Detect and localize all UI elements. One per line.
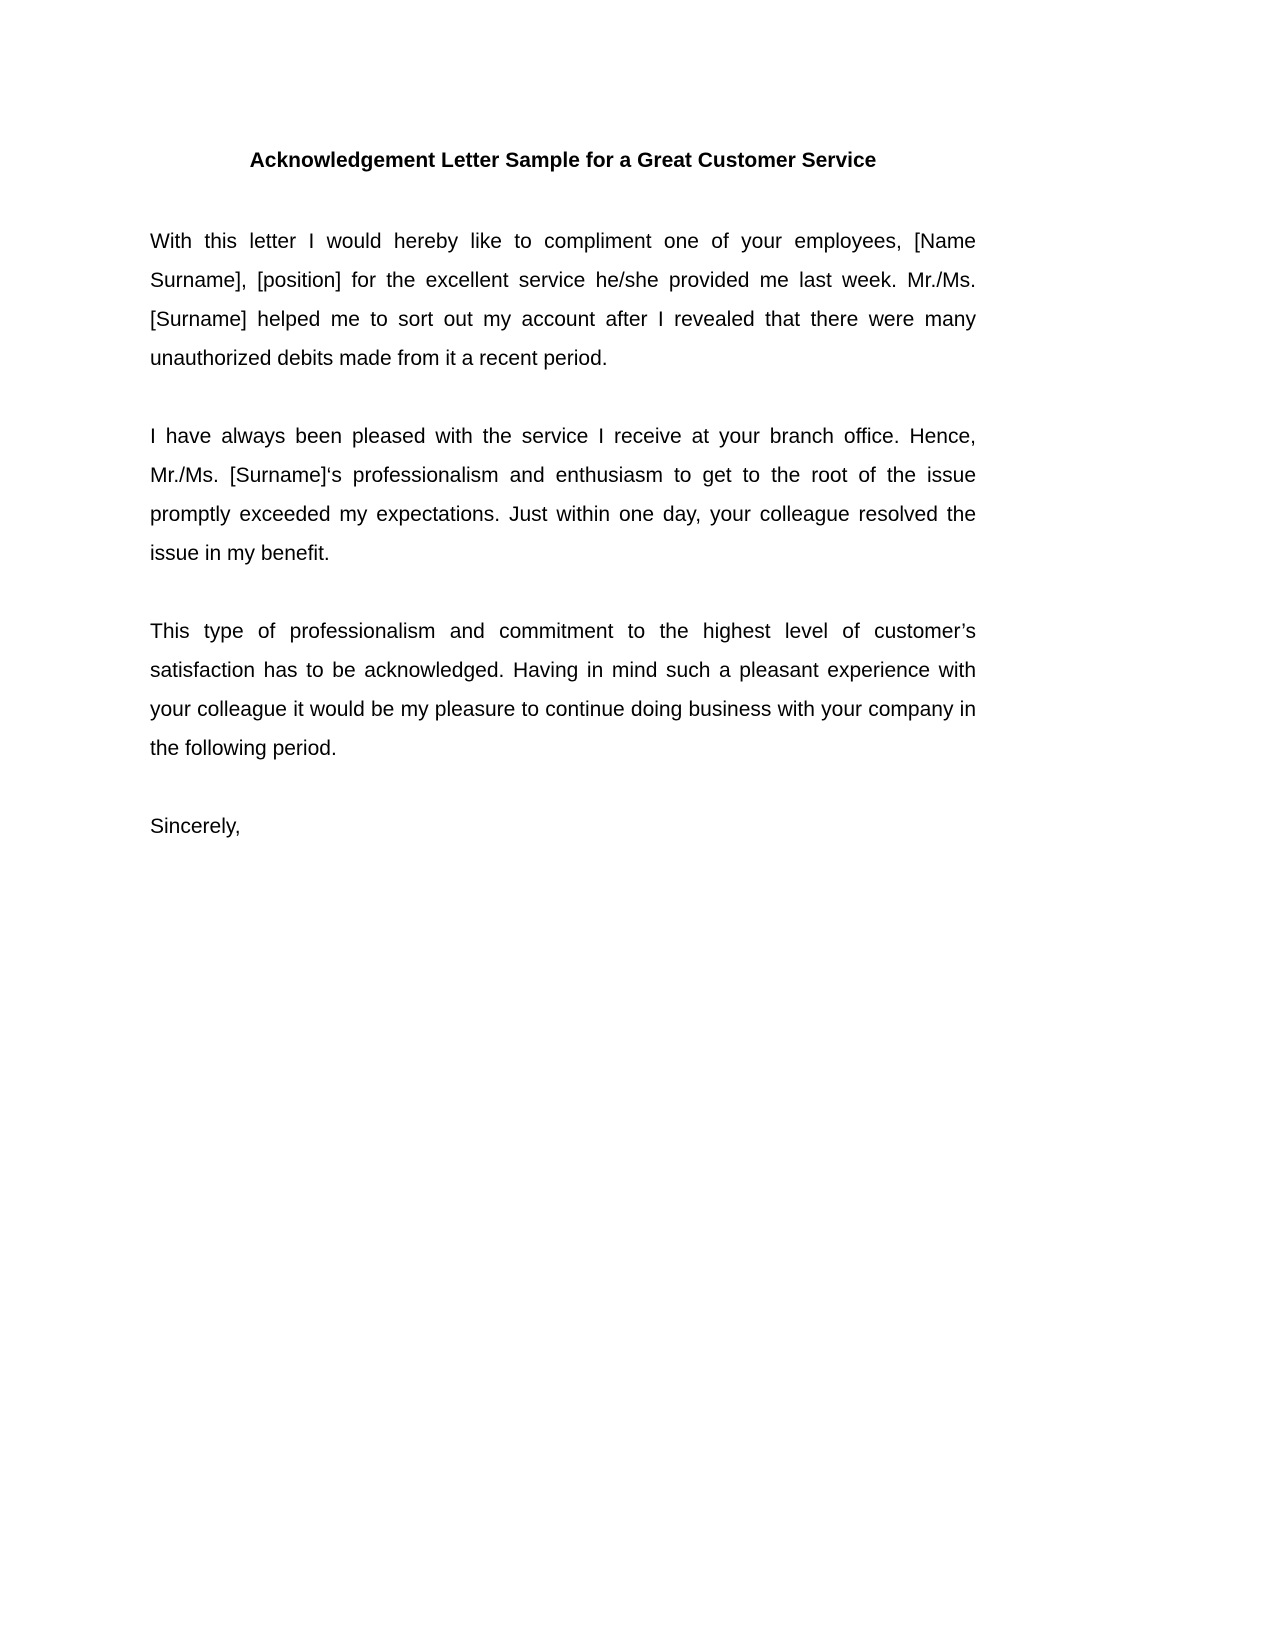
letter-paragraph-1: With this letter I would hereby like to compliment one of your employees, [Name Surname], [position] for the excellent service he/she provided me last week. Mr./Ms.[Surname] helped me to sort out my account after I revealed that there were many unauthorized debits made from it a recent period. — [150, 230, 976, 370]
letter-body — [150, 222, 976, 846]
letter-paragraph-2: I have always been pleased with the service I receive at your branch office. Hence, Mr./Ms. [Surname]‘s professionalism and enthusiasm to get to the root of the issue promptly exceeded my expectations. Just within one day, your colleague resolved the issue in my benefit. — [150, 425, 976, 565]
letter-title: Acknowledgement Letter Sample for a Great Customer Service — [249, 149, 877, 172]
letter-paragraph-3: This type of professionalism and commitment to the highest level of customer’s satisfaction has to be acknowledged. Having in mind such a pleasant experience with your colleague it would be my pleasure to continue doing business with your company in the following period. — [150, 620, 976, 760]
letter-closing: Sincerely, — [150, 815, 241, 838]
